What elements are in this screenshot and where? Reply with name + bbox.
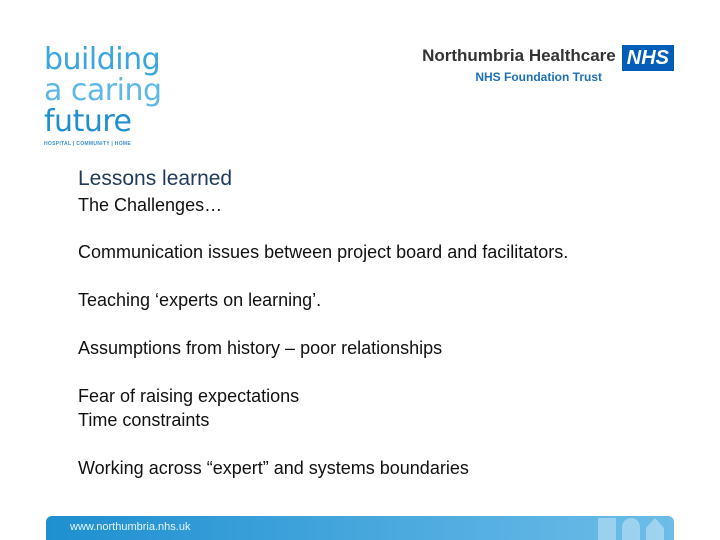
building-icon: [598, 518, 616, 540]
nhs-badge: NHS: [622, 45, 674, 71]
list-item: Time constraints: [78, 410, 210, 430]
slide-heading: Lessons learned: [78, 167, 233, 190]
logo-line-1: building: [44, 42, 161, 77]
list-item: Fear of raising expectations: [78, 386, 300, 406]
logo-tagline: HOSPITAL | COMMUNITY | HOME: [44, 141, 132, 147]
footer-bar: [46, 516, 674, 540]
slide-subheading: The Challenges…: [78, 195, 223, 215]
footer-icons: [598, 518, 664, 540]
slide-content: [78, 167, 678, 504]
house-icon: [646, 518, 664, 540]
brand-logo: [44, 44, 174, 147]
list-item: Working across “expert” and systems boundaries: [78, 458, 469, 478]
list-item: Assumptions from history – poor relationships: [78, 338, 443, 358]
person-icon: [622, 518, 640, 540]
trust-name: Northumbria Healthcare: [422, 46, 616, 65]
trust-logo: [422, 45, 674, 84]
logo-line-2: a caring: [44, 73, 162, 108]
trust-subtitle: NHS Foundation Trust: [475, 70, 602, 84]
list-item: Teaching ‘experts on learning’.: [78, 290, 322, 310]
logo-line-3: future: [44, 104, 132, 139]
list-item: Communication issues between project board and facilitators.: [78, 242, 569, 262]
footer-url: www.northumbria.nhs.uk: [70, 521, 191, 533]
